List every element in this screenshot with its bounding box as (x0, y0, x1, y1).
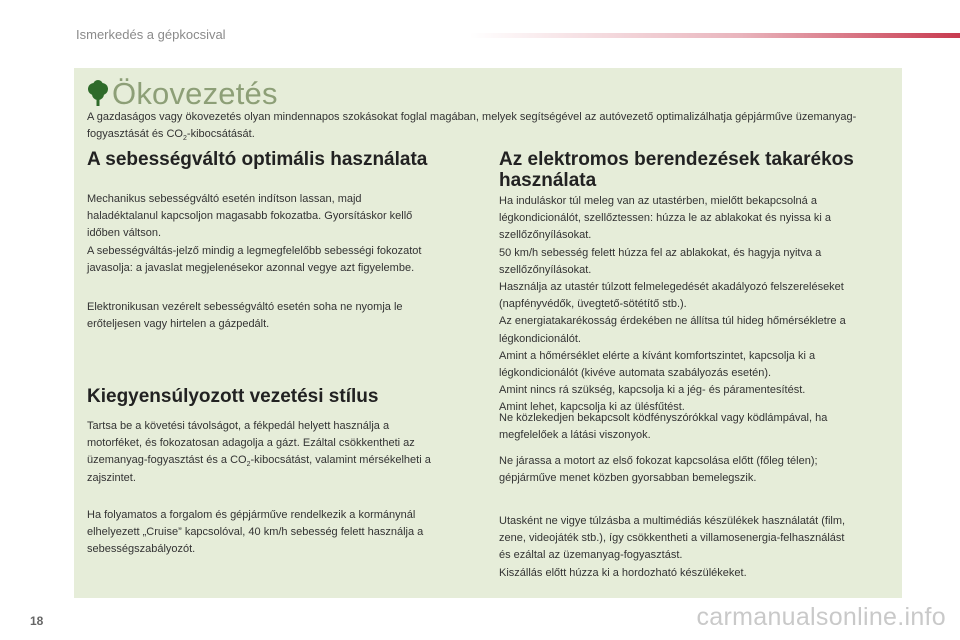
driving-style-heading: Kiegyensúlyozott vezetési stílus (87, 386, 379, 407)
fog-lights-text: Ne közlekedjen bekapcsolt ködfényszórókkal vagy ködlámpával, ha megfelelőek a látási viszonyok. (499, 412, 828, 442)
ventilation-text: Ha induláskor túl meleg van az utastérben, mielőtt bekapcsolná a légkondicionálót, szellőztessen: húzza le az ablakokat és nyissa ki a szellőzőnyílásokat. 50 km/h sebesség felett húzza fel az ablakokat, és hagyja nyitva a szellőzőnyílásokat. Használja az utastér túlzott felmelegedését akadályozó felszereléseket (napfényvédők, üvegtető-sötétítő stb.). Az energiatakarékosság érdekében ne állítsa túl hideg hőmérsékletre a légkondicionálót. Amint a hőmérséklet elérte a kívánt komfortszintet, kapcsolja ki a légkondicionálót (kivéve automata szabályozás esetén). Amint nincs rá szükség, kapcsolja ki a jég- és páramentesítést. Amint lehet, kapcsolja ki az ülésfűtést. (499, 195, 846, 414)
left-paragraph-2 (87, 299, 479, 333)
right-paragraph-1 (499, 193, 895, 417)
gearbox-text: Mechanikus sebességváltó esetén indítson lassan, majd haladéktalanul kapcsoljon magasabb fokozatba. Gyorsításkor kellő időben váltson. A sebességváltás-jelző mindig a legmegfelelőbb sebességi fokozatot javasolja: a javaslat megjelenésekor azonnal vegye azt figyelembe. (87, 193, 422, 274)
electrical-heading: Az elektromos berendezések takarékos használata (499, 149, 854, 191)
intro-paragraph (87, 109, 887, 143)
watermark: carmanualsonline.info (696, 603, 946, 631)
right-paragraph-3 (499, 453, 895, 487)
left-paragraph-4 (87, 507, 479, 559)
gearbox-heading: A sebességváltó optimális használata (87, 149, 428, 170)
engine-warmup-text: Ne járassa a motort az első fokozat kapcsolása előtt (főleg télen); gépjárműve menet közben gyorsabban bemelegszik. (499, 455, 818, 485)
right-paragraph-4 (499, 513, 895, 582)
intro-text-a: A gazdaságos vagy ökovezetés olyan mindennapos szokásokat foglal magában, melyek segítségével az autóvezető optimalizálhatja gépjárműve üzemanyag-fogyasztását és CO (87, 111, 857, 140)
driving-style-text (87, 418, 479, 487)
cruise-control-text: Ha folyamatos a forgalom és gépjárműve rendelkezik a kormánynál elhelyezett „Cruise” kapcsolóval, 40 km/h sebesség felett használja a sebességszabályozót. (87, 509, 424, 556)
auto-gearbox-text: Elektronikusan vezérelt sebességváltó esetén soha ne nyomja le erőteljesen vagy hirtelen a gázpedált. (87, 301, 403, 331)
chapter-title: Ismerkedés a gépkocsival (76, 27, 226, 42)
left-paragraph-3 (87, 418, 479, 487)
co2-subscript: 2 (246, 461, 251, 469)
header-accent-bar (470, 33, 960, 38)
intro-subscript: 2 (183, 135, 187, 143)
multimedia-text: Utasként ne vigye túlzásba a multimédiás készülékek használatát (film, zene, videojáték stb.), így csökkentheti a villamosenergia-felhasználást és ezáltal az üzemanyag-fogyasztást. Kiszállás előtt húzza ki a hordozható készülékeket. (499, 515, 846, 579)
driving-style-text-a: Tartsa be a követési távolságot, a fékpedál helyett használja a motorféket, és fokozatosan adagolja a gázt. Ezáltal csökkentheti az üzemanyag-fogyasztást és a CO (87, 420, 415, 467)
right-paragraph-2 (499, 410, 895, 444)
intro-text-b: -kibocsátását. (186, 128, 255, 140)
left-paragraph-1 (87, 191, 479, 277)
page-number: 18 (30, 614, 44, 628)
tree-icon (86, 80, 110, 108)
left-section-1 (87, 149, 479, 170)
driving-style-text-b: -kibocsátást, valamint mérsékelheti a zajszintet. (87, 454, 431, 484)
panel-title: Ökovezetés (112, 76, 278, 111)
left-section-2 (87, 386, 479, 407)
right-section-1 (499, 149, 895, 191)
